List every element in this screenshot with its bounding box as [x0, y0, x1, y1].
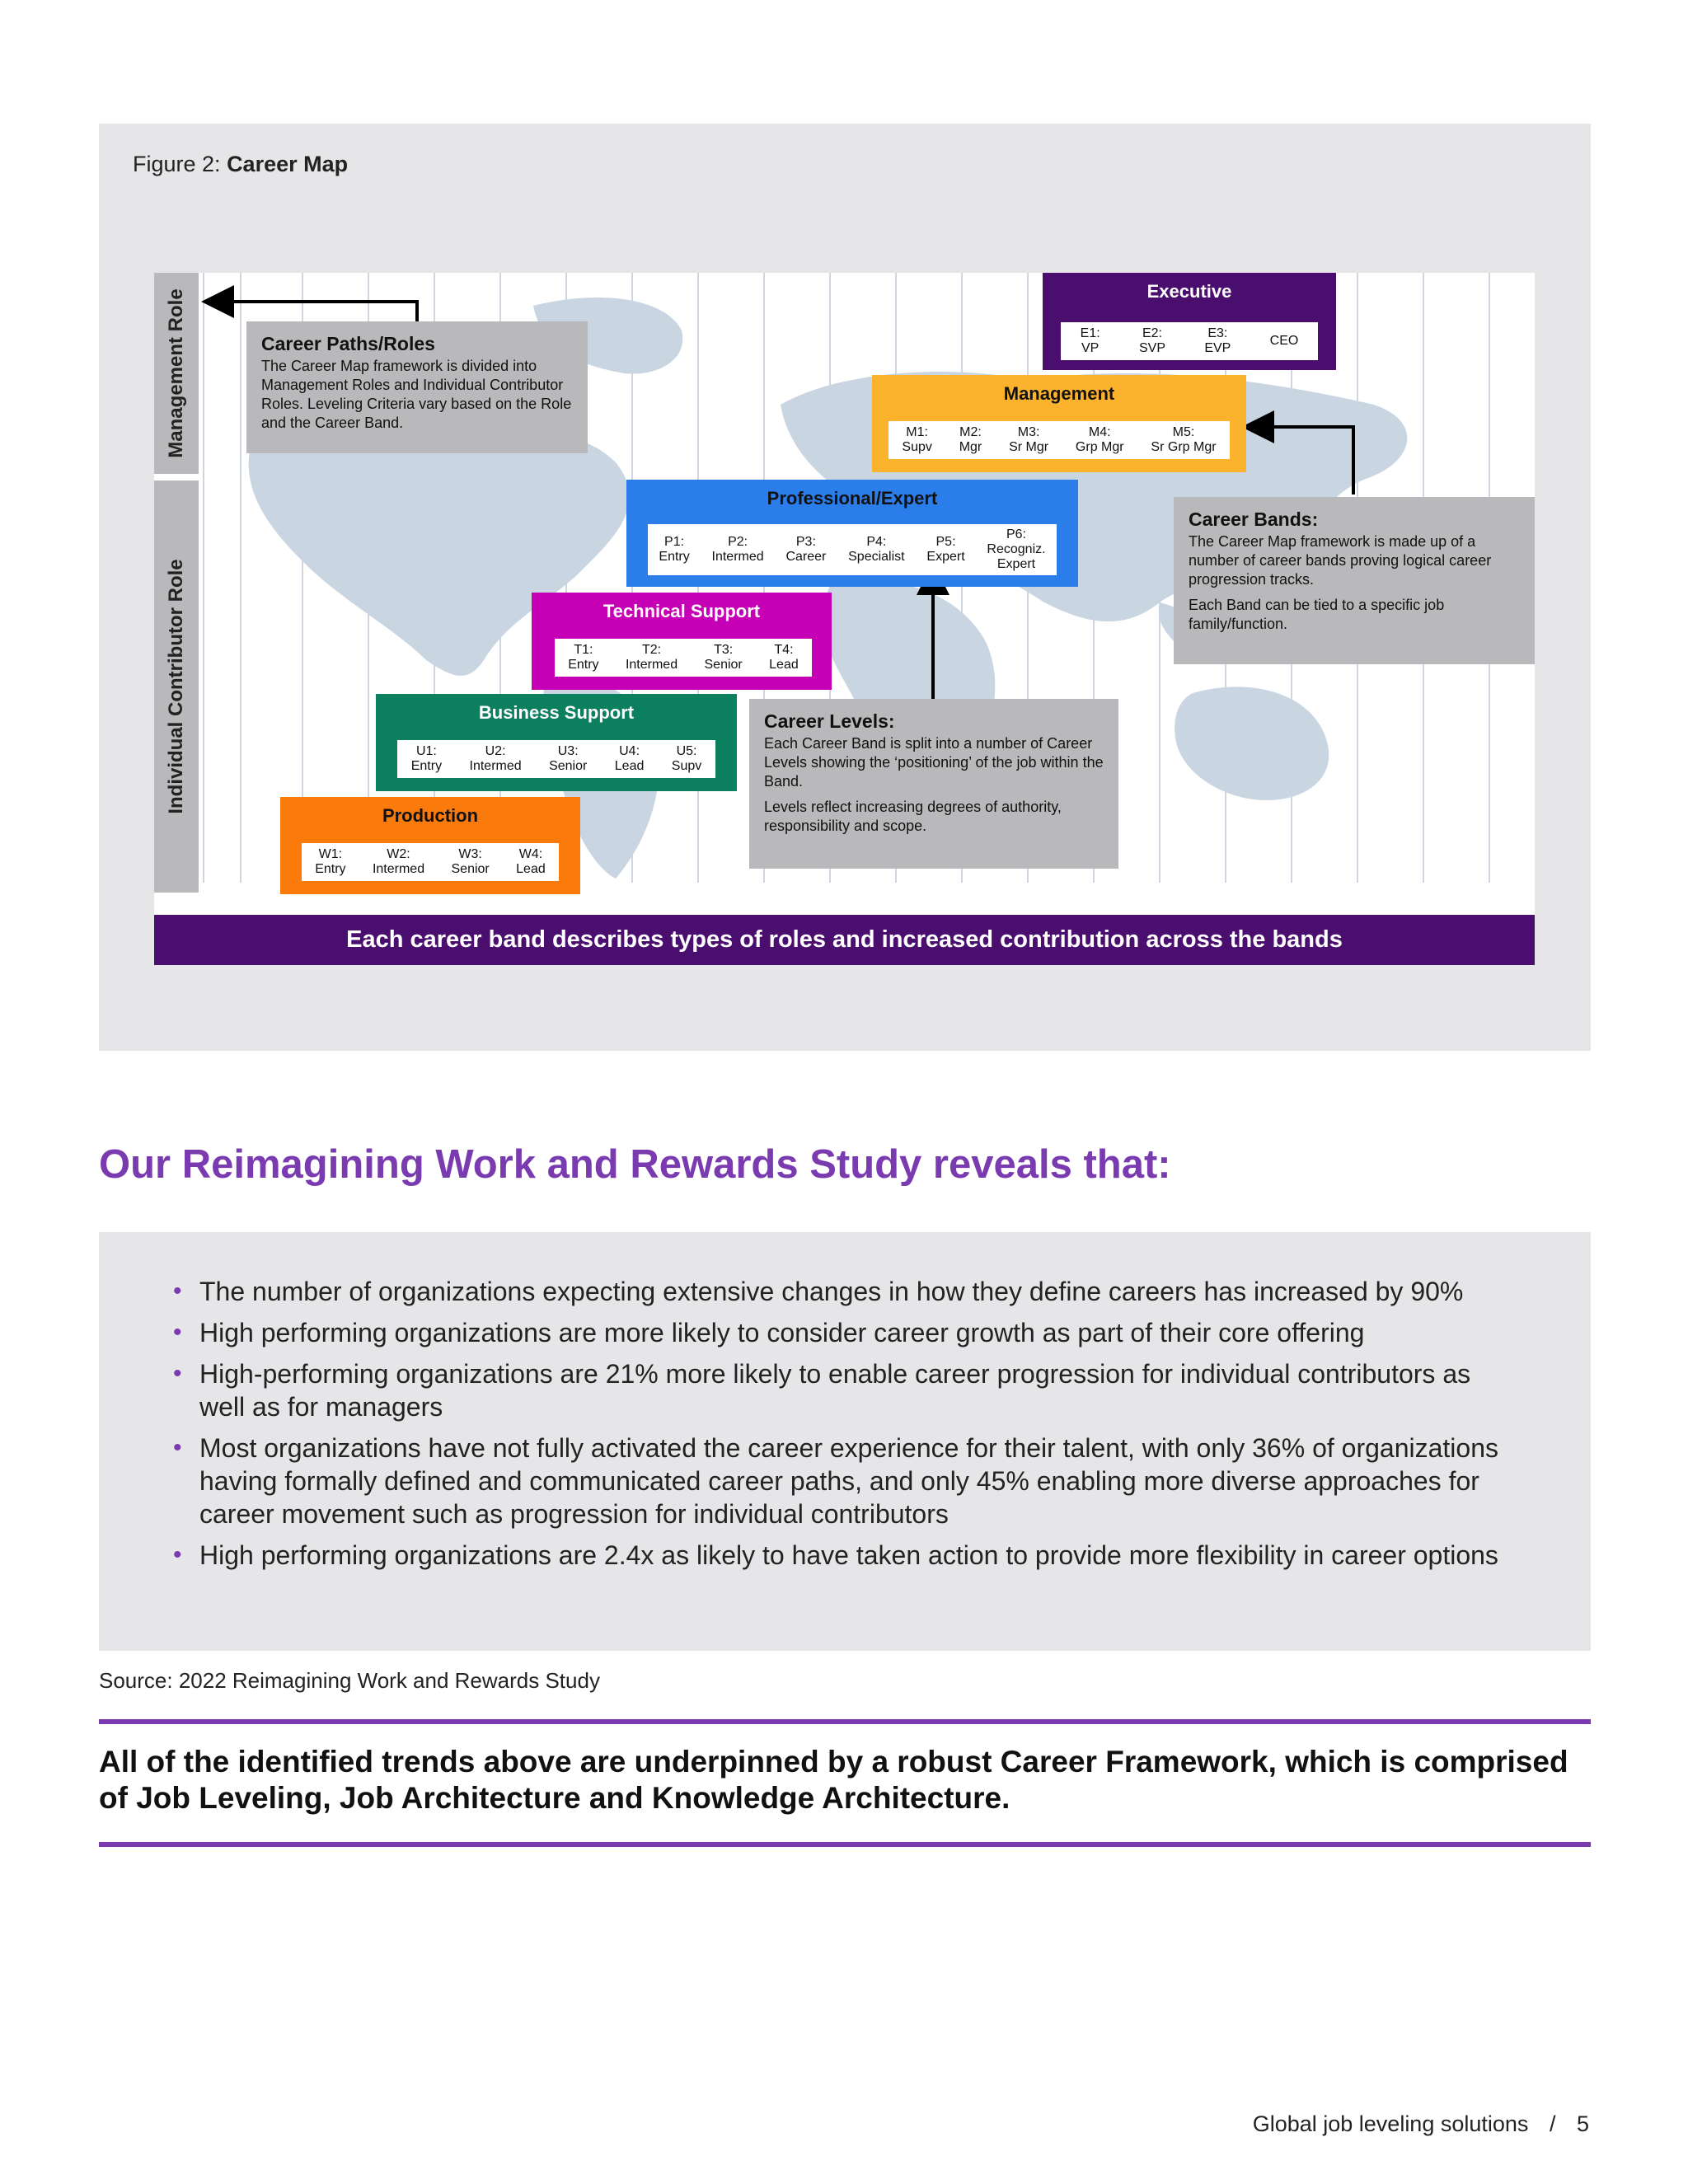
footer-separator: /: [1549, 2111, 1556, 2136]
level-w2: W2: Intermed: [372, 847, 425, 876]
figure-caption: Figure 2: Career Map: [133, 152, 349, 176]
level-ceo: CEO: [1269, 334, 1299, 348]
level-p6: P6: Recogniz. Expert: [987, 527, 1046, 571]
individual-contributor-bar: [154, 480, 199, 893]
section-heading: Our Reimagining Work and Rewards Study reveals that:: [99, 1142, 1171, 1187]
level-p5: P5: Expert: [926, 535, 965, 564]
level-m4: M4: Grp Mgr: [1075, 425, 1124, 454]
level-t1: T1: Entry: [568, 643, 599, 672]
career-levels-box: [749, 699, 1118, 869]
level-t4: T4: Lead: [769, 643, 799, 672]
career-bands-title: Career Bands:: [1189, 509, 1319, 530]
footer-title: Global job leveling solutions: [1252, 2111, 1529, 2136]
divider-top: [99, 1719, 1591, 1724]
divider-bottom: [99, 1842, 1591, 1847]
business-levels: [397, 740, 715, 778]
band-management: Management M1: Supv M2: Mgr M3: Sr Mgr M4: Grp Mgr M5: Sr Grp Mgr: [872, 375, 1246, 472]
level-m5: M5: Sr Grp Mgr: [1151, 425, 1217, 454]
band-business: Business Support U1: Entry U2: Intermed U3: Senior U4: Lead U5: Supv: [376, 694, 737, 791]
level-u1: U1: Entry: [410, 744, 443, 773]
findings-panel: [99, 1232, 1591, 1651]
finding-item: • The number of organizations expecting extensive changes in how they define careers has increased by 90%: [173, 1275, 1517, 1308]
level-u4: U4: Lead: [614, 744, 645, 773]
career-levels-text-2: Levels reflect increasing degrees of authority, responsibility and scope.: [764, 799, 1062, 834]
level-p1: P1: Entry: [659, 535, 690, 564]
executive-levels: [1061, 322, 1318, 360]
production-levels: [302, 843, 559, 881]
career-bands-box: [1174, 497, 1535, 664]
career-paths-title: Career Paths/Roles: [261, 333, 435, 354]
management-role-bar: [154, 273, 199, 474]
level-u2: U2: Intermed: [469, 744, 522, 773]
career-levels-text-1: Each Career Band is split into a number of Career Levels showing the ‘positioning’ of the job within the Band.: [764, 735, 1104, 790]
level-p3: P3: Career: [785, 535, 827, 564]
band-executive: Executive E1: VP E2: SVP E3: EVP CEO: [1043, 273, 1336, 370]
career-bands-text-1: The Career Map framework is made up of a number of career bands proving logical career progression tracks.: [1189, 533, 1492, 588]
finding-item: • Most organizations have not fully activated the career experience for their talent, with only 36% of organizations having formally defined and communicated career paths, and only 45% enabling more diverse approaches for career movement such as progression for individual contributors: [173, 1432, 1517, 1530]
level-m2: M2: Mgr: [959, 425, 982, 454]
band-technical: Technical Support T1: Entry T2: Intermed T3: Senior T4: Lead: [532, 593, 832, 690]
level-w1: W1: Entry: [315, 847, 346, 876]
career-levels-title: Career Levels:: [764, 710, 895, 732]
level-w3: W3: Senior: [451, 847, 490, 876]
technical-levels: [555, 639, 812, 677]
level-t2: T2: Intermed: [625, 643, 678, 672]
source-note: Source: 2022 Reimagining Work and Rewards Study: [99, 1668, 600, 1693]
level-t3: T3: Senior: [704, 643, 743, 672]
management-levels: [889, 421, 1230, 459]
career-paths-text: The Career Map framework is divided into Management Roles and Individual Contributor Roles. Leveling Criteria vary based on the Role and the Career Band.: [261, 358, 572, 431]
level-e3: E3: EVP: [1204, 326, 1231, 355]
finding-item: • High performing organizations are 2.4x as likely to have taken action to provide more flexibility in career options: [173, 1539, 1517, 1572]
finding-item: • High-performing organizations are 21% more likely to enable career progression for individual contributors as well as for managers: [173, 1357, 1517, 1423]
professional-levels: [648, 524, 1057, 575]
level-p2: P2: Intermed: [711, 535, 764, 564]
level-w4: W4: Lead: [516, 847, 546, 876]
individual-contributor-label: Individual Contributor Role: [165, 559, 187, 814]
findings-list: [173, 1275, 1517, 1572]
level-e1: E1: VP: [1080, 326, 1100, 355]
page-number: 5: [1576, 2111, 1589, 2136]
band-production: Production W1: Entry W2: Intermed W3: Senior W4: Lead: [280, 797, 580, 894]
career-bands-text-2: Each Band can be tied to a specific job family/function.: [1189, 597, 1445, 632]
level-u3: U3: Senior: [549, 744, 588, 773]
callout-text: All of the identified trends above are underpinned by a robust Career Framework, which is comprised of Job Leveling, Job Architecture and Knowledge Architecture.: [99, 1745, 1568, 1815]
level-e2: E2: SVP: [1138, 326, 1165, 355]
page-footer: [1253, 2111, 1589, 2137]
career-paths-box: [246, 321, 588, 453]
level-m1: M1: Supv: [902, 425, 932, 454]
management-role-label: Management Role: [165, 288, 187, 458]
level-u5: U5: Supv: [671, 744, 702, 773]
figure-banner: Each career band describes types of roles and increased contribution across the bands: [154, 915, 1535, 965]
level-m3: M3: Sr Mgr: [1009, 425, 1049, 454]
finding-item: • High performing organizations are more likely to consider career growth as part of their core offering: [173, 1316, 1517, 1349]
band-professional: Professional/Expert P1: Entry P2: Intermed P3: Career P4: Specialist P5: Expert P6: Recogniz. Expert: [626, 480, 1078, 587]
level-p4: P4: Specialist: [848, 535, 905, 564]
